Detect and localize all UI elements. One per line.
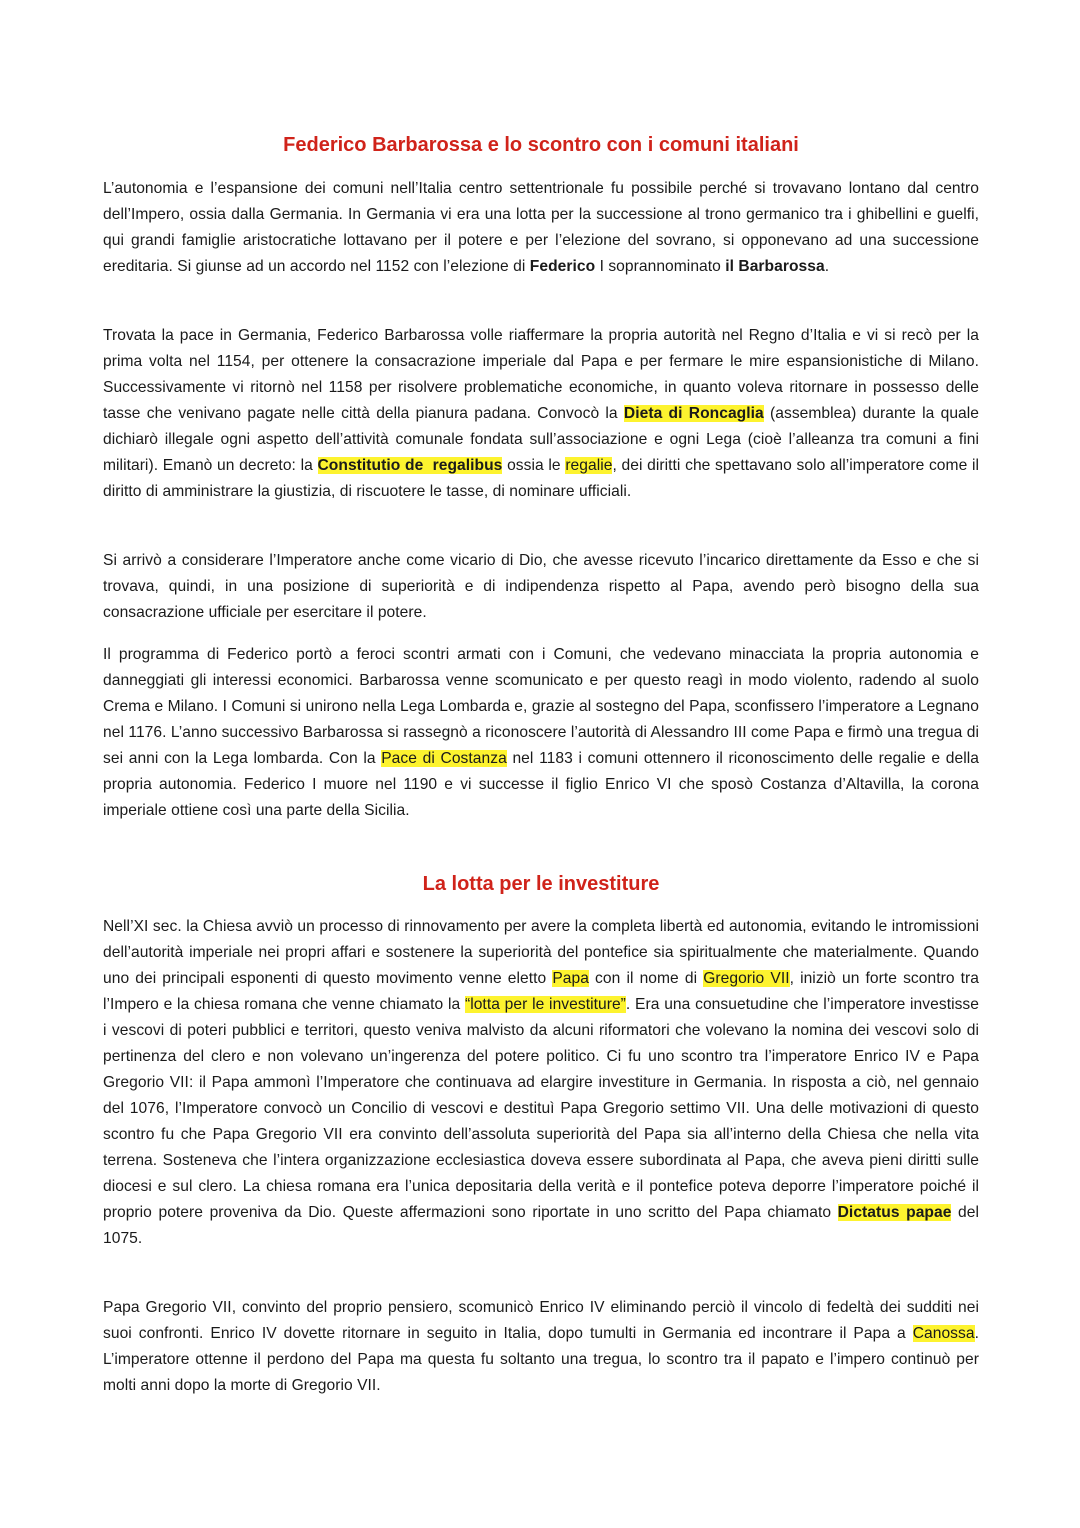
bold-term-federico: Federico (529, 258, 596, 275)
highlight-lotta-per-le-investiture: “lotta per le investiture” (464, 996, 626, 1013)
text-span: Nell’XI sec. la Chiesa avviò un processo di rinnovamento per avere la completa libertà ed autonomia, evitando le intromissioni dell’autorità imperiale nei propri affari e sostenere la superiorità del pontefice sia spiritualmente che materialmente. Quando uno dei principali esponenti di questo movimento venne eletto (103, 918, 979, 987)
text-span: . L’imperatore ottenne il perdono del Papa ma questa fu soltanto una tregua, lo scontro tra il papato e l’impero continuò per molti anni dopo la morte di Gregorio VII. (103, 1325, 979, 1394)
paragraph-2 (103, 323, 979, 505)
highlight-constitutio-de-regalibus: Constitutio de regalibus (317, 457, 503, 474)
highlight-gregorio-vii: Gregorio VII (703, 970, 790, 987)
text-span: , iniziò un forte scontro tra l’Impero e la chiesa romana che venne chiamato la (103, 970, 980, 1013)
text-span: del 1075. (103, 1204, 979, 1247)
highlight-regalie: regalie (565, 457, 613, 474)
text-span: . (824, 258, 830, 275)
text-span: nel 1183 i comuni ottennero il riconoscimento delle regalie e della propria autonomia. Federico I muore nel 1190 e vi successe il figlio Enrico VI che sposò Costanza d’Altavilla, la corona imperiale ottiene così una parte della Sicilia. (103, 750, 979, 819)
text-span: Trovata la pace in Germania, Federico Barbarossa volle riaffermare la propria autorità nel Regno d’Italia e vi si recò per la prima volta nel 1154, per ottenere la consacrazione imperiale dal Papa e per fermare le mire espansionistiche di Milano. Successivamente vi ritornò nel 1158 per risolvere problematiche economiche, in quanto voleva ritornare in possesso delle tasse che venivano pagate nelle città della pianura padana. Convocò la (103, 327, 979, 422)
text-span: I soprannominato (595, 258, 726, 275)
section-title-barbarossa: Federico Barbarossa e lo scontro con i comuni italiani (283, 134, 799, 156)
highlight-dieta-di-roncaglia: Dieta di Roncaglia (623, 405, 764, 422)
paragraph-6 (103, 1295, 979, 1399)
section-title-investiture: La lotta per le investiture (422, 873, 660, 895)
highlight-dictatus-papae: Dictatus papae (837, 1204, 952, 1221)
paragraph-5 (103, 914, 979, 1252)
text-span: . Era una consuetudine che l’imperatore investisse i vescovi di poteri pubblici e territori, questo veniva malvisto da alcuni riformatori che volevano la nomina dei vescovi solo di pertinenza del clero e non volevano un’ingerenza del potere politico. Ci fu uno scontro tra l’imperatore Enrico IV e Papa Gregorio VII: il Papa ammonì l’Imperatore che continuava ad elargire investiture in Germania. In risposta a ciò, nel gennaio del 1076, l’Imperatore convocò un Concilio di vescovi e destituì Papa Gregorio settimo VII. Una delle motivazioni di questo scontro fu che Papa Gregorio VII era convinto dell’assoluta superiorità del Papa sia all’interno della Chiesa che nella vita terrena. Sosteneva che l’intera organizzazione ecclesiastica doveva essere subordinata al Papa, che aveva pieni diritti sulle diocesi e sul clero. La chiesa romana era l’unica depositaria della verità e il pontefice poteva deporre l’imperatore poiché il proprio potere proveniva da Dio. Queste affermazioni sono riportate in uno scritto del Papa chiamato (103, 996, 980, 1221)
bold-term-barbarossa: il Barbarossa (725, 258, 825, 275)
text-span: con il nome di (588, 970, 704, 987)
paragraph-1 (103, 176, 979, 280)
text-span: Il programma di Federico portò a feroci scontri armati con i Comuni, che vedevano minacciata la propria autonomia e danneggiati gli interessi economici. Barbarossa venne scomunicato e per questo reagì in modo violento, radendo al suolo Crema e Milano. I Comuni si unirono nella Lega Lombarda e, grazie al sostegno del Papa, sconfissero l’imperatore a Legnano nel 1176. L’anno successivo Barbarossa si rassegnò a riconoscere l’autorità di Alessandro III come Papa e firmò una tregua di sei anni con la Lega lombarda. Con la (103, 646, 979, 767)
text-span: Si arrivò a considerare l’Imperatore anche come vicario di Dio, che avesse ricevuto l’incarico direttamente da Esso e che si trovava, quindi, in una posizione di superiorità e di indipendenza rispetto al Papa, avendo però bisogno della sua consacrazione ufficiale per esercitare il potere. (103, 552, 979, 621)
highlight-pace-di-costanza: Pace di Costanza (381, 750, 507, 767)
text-span: Papa Gregorio VII, convinto del proprio pensiero, scomunicò Enrico IV eliminando perciò il vincolo di fedeltà dei sudditi nei suoi confronti. Enrico IV dovette ritornare in seguito in Italia, dopo tumulti in Germania ed incontrare il Papa a (103, 1299, 979, 1342)
text-span: L’autonomia e l’espansione dei comuni nell’Italia centro settentrionale fu possibile perché si trovavano lontano dal centro dell’Impero, ossia dalla Germania. In Germania vi era una lotta per la successione al trono germanico tra i ghibellini e guelfi, qui grandi famiglie aristocratiche lottavano per il potere e per l’elezione del sovrano, si opponevano ad una successione ereditaria. Si giunse ad un accordo nel 1152 con l’elezione di (103, 180, 979, 275)
paragraph-3 (103, 548, 979, 626)
text-span: (assemblea) durante la quale dichiarò illegale ogni aspetto dell’attività comunale fondata sull’associazione e ogni Lega (cioè l’alleanza tra comuni a fini militari). Emanò un decreto: la (103, 405, 980, 474)
text-span: ossia le (502, 457, 566, 474)
paragraph-4 (103, 642, 979, 824)
text-span: , dei diritti che spettavano solo all’imperatore come il diritto di amministrare la giustizia, di riscuotere le tasse, di nominare ufficiali. (103, 457, 979, 500)
highlight-canossa: Canossa (912, 1325, 975, 1342)
highlight-papa: Papa (552, 970, 589, 987)
